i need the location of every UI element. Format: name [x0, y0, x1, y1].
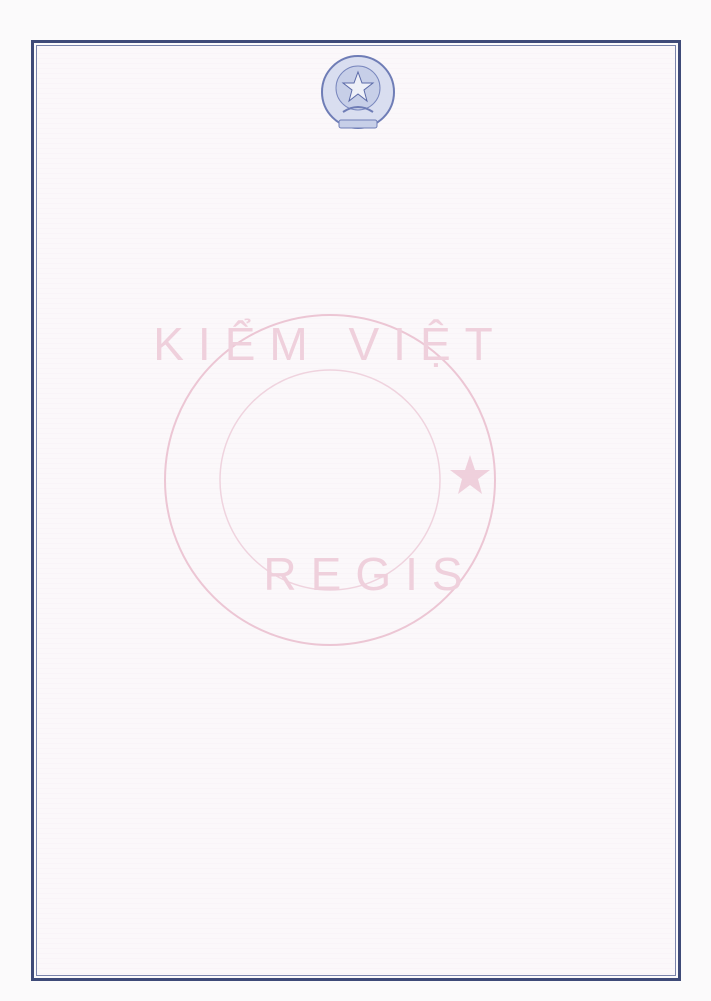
- watermark-seal: [130, 300, 530, 660]
- kerb-front-unit: [348, 450, 354, 465]
- kerb-dist-row: [73, 450, 79, 465]
- total-dist-row: [73, 541, 79, 556]
- svg-text:KIỂM VIỆT: KIỂM VIỆT: [153, 318, 507, 370]
- national-emblem-icon: [313, 50, 403, 140]
- svg-text:REGIS: REGIS: [263, 548, 477, 600]
- certificate-number: [89, 116, 97, 132]
- total-front-unit: [348, 541, 354, 556]
